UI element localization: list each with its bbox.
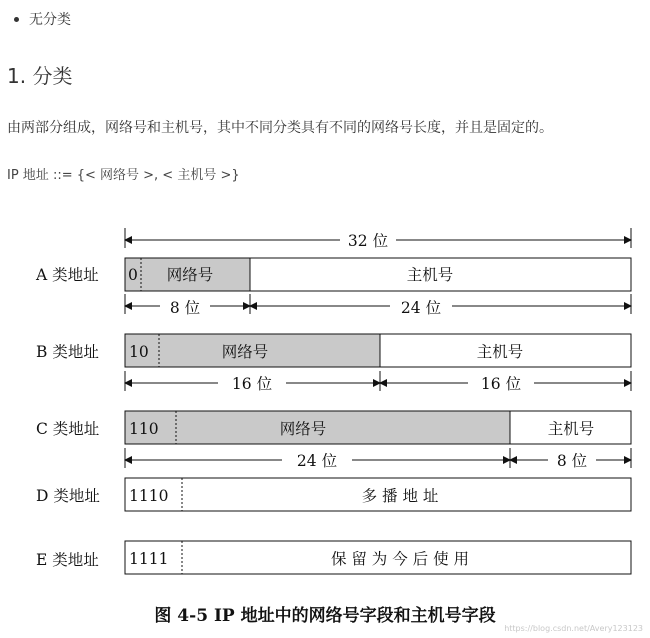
- class-b-net-label: 网络号: [221, 343, 269, 361]
- ip-class-figure: [0, 218, 650, 638]
- class-b-host-bits: 16 位: [480, 375, 522, 393]
- class-d-prefix: 1110: [129, 487, 169, 505]
- class-c-net-bits: 24 位: [296, 452, 338, 470]
- bullet-dot-icon: [14, 17, 19, 22]
- class-c-label: C 类地址: [36, 420, 100, 438]
- description-paragraph: 由两部分组成，网络号和主机号，其中不同分类具有不同的网络号长度，并且是固定的。: [7, 120, 553, 136]
- class-a-prefix: 0: [128, 266, 138, 284]
- class-e-content: 保 留 为 今 后 使 用: [330, 550, 470, 568]
- section-heading: 1. 分类: [7, 64, 73, 88]
- class-c-prefix: 110: [129, 420, 159, 438]
- class-b-net-bits: 16 位: [231, 375, 273, 393]
- class-b-label: B 类地址: [36, 343, 99, 361]
- top-dimension-label: 32 位: [347, 232, 389, 250]
- class-c-net-label: 网络号: [279, 420, 327, 438]
- figure-caption: 图 4-5 IP 地址中的网络号字段和主机号字段: [154, 606, 496, 626]
- class-a-label: A 类地址: [36, 266, 99, 284]
- watermark: https://blog.csdn.net/Avery123123: [504, 624, 643, 633]
- class-a-host-bits: 24 位: [400, 299, 442, 317]
- class-a-host-label: 主机号: [406, 266, 454, 284]
- class-b-host-label: 主机号: [476, 343, 524, 361]
- class-e-prefix: 1111: [129, 550, 169, 568]
- class-c-host-bits: 8 位: [556, 452, 588, 470]
- class-e-label: E 类地址: [36, 551, 99, 569]
- class-b-prefix: 10: [129, 343, 149, 361]
- class-d-label: D 类地址: [36, 487, 100, 505]
- ip-grammar-line: IP 地址 ::= {< 网络号 >, < 主机号 >}: [7, 168, 240, 183]
- class-d-content: 多 播 地 址: [361, 487, 439, 505]
- bullet-text: 无分类: [29, 12, 71, 28]
- bullet-item: [14, 9, 71, 29]
- class-c-host-label: 主机号: [547, 420, 595, 438]
- class-a-net-bits: 8 位: [169, 299, 201, 317]
- class-a-net-label: 网络号: [166, 266, 214, 284]
